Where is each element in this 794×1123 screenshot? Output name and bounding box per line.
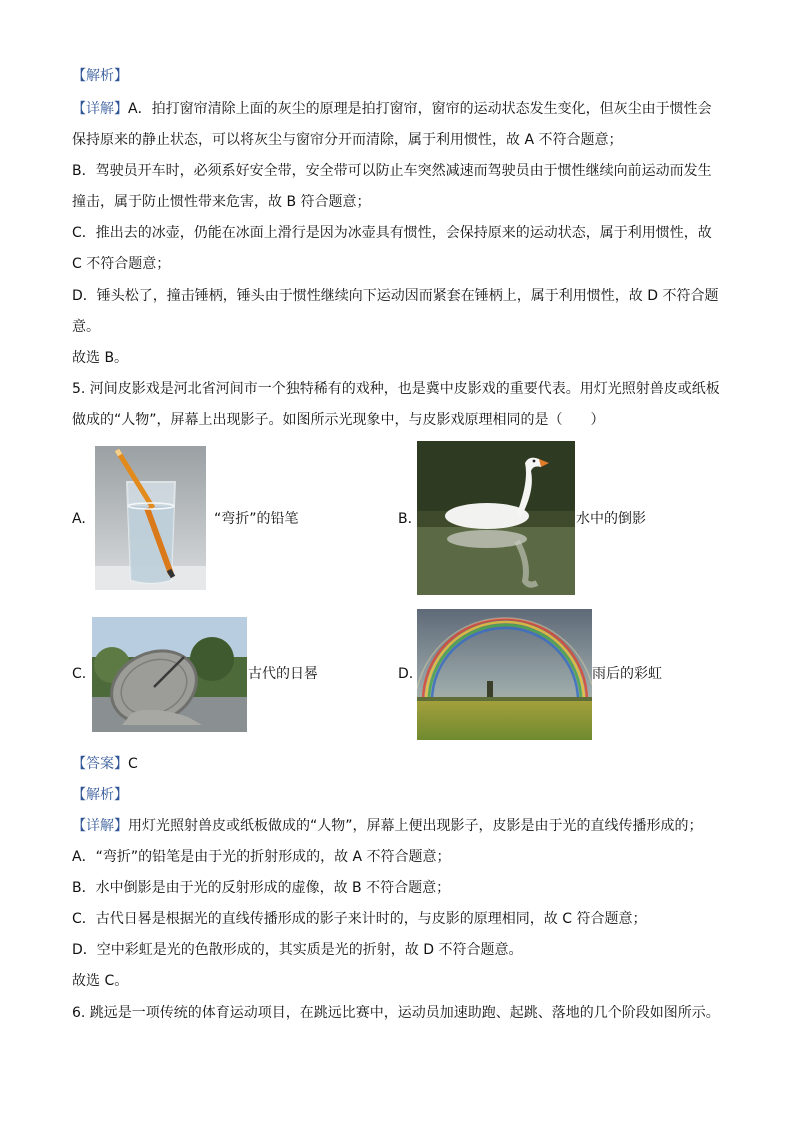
detail-text: 用灯光照射兽皮或纸板做成的“人物”，屏幕上便出现影子，皮影是由于光的直线传播形成的；: [128, 818, 703, 834]
option-d-analysis: D．空中彩虹是光的色散形成的，其实质是光的折射，故 D 不符合题意。: [72, 942, 523, 958]
option-d-letter: D.: [398, 666, 414, 682]
option-b-analysis-cont: 撞击，属于防止惯性带来危害，故 B 符合题意；: [72, 194, 371, 210]
option-b-image: [417, 441, 575, 595]
option-c-letter: C.: [72, 666, 87, 682]
answer-line: [72, 754, 138, 774]
rainbow-image: [417, 609, 592, 740]
detail-line: [72, 816, 703, 836]
option-d-analysis-cont: 意。: [72, 319, 100, 335]
option-a-image: [95, 446, 206, 590]
detail-tag: 【详解】: [72, 818, 128, 834]
option-d-analysis: D．锤头松了，撞击锤柄，锤头由于惯性继续向下运动因而紧套在锤柄上，属于利用惯性，故 D 不符合题: [72, 288, 719, 304]
answer-tag: 【答案】: [72, 756, 128, 772]
swan-reflection-image: [417, 441, 575, 595]
option-b-caption: 水中的倒影: [576, 511, 646, 527]
option-a-analysis: A．“弯折”的铅笔是由于光的折射形成的，故 A 不符合题意；: [72, 849, 451, 865]
detail-text: A．拍打窗帘清除上面的灰尘的原理是拍打窗帘，窗帘的运动状态发生变化，但灰尘由于惯性会: [128, 101, 712, 117]
analysis-tag: 【解析】: [72, 68, 128, 84]
choose-line: 故选 B。: [72, 350, 129, 366]
analysis-tag: 【解析】: [72, 787, 128, 803]
option-b-letter: B.: [398, 511, 413, 527]
option-a-caption: “弯折”的铅笔: [214, 511, 299, 527]
option-a-letter: A.: [72, 511, 86, 527]
option-c-caption: 古代的日晷: [248, 666, 318, 682]
option-c-analysis: C．推出去的冰壶，仍能在冰面上滑行是因为冰壶具有惯性，会保持原来的运动状态，属于利用惯性，故: [72, 225, 712, 241]
option-c-analysis-cont: C 不符合题意；: [72, 256, 171, 272]
option-c-image: [92, 617, 247, 732]
bent-pencil-in-glass-image: [95, 446, 206, 590]
option-d-caption: 雨后的彩虹: [592, 666, 662, 682]
answer-value: C: [128, 756, 138, 772]
option-b-analysis: B．驾驶员开车时，必须系好安全带，安全带可以防止车突然减速而驾驶员由于惯性继续向前运动而发生: [72, 163, 712, 179]
question-6-stem: 6. 跳远是一项传统的体育运动项目，在跳远比赛中，运动员加速助跑、起跳、落地的几个阶段如图所示。: [72, 1005, 720, 1021]
option-d-image: [417, 609, 592, 740]
sundial-image: [92, 617, 247, 732]
question-5-stem: 5. 河间皮影戏是河北省河间市一个独特稀有的戏种，也是冀中皮影戏的重要代表。用灯光照射兽皮或纸板: [72, 381, 720, 397]
detail-line: [72, 99, 712, 119]
detail-line: 保持原来的静止状态，可以将灰尘与窗帘分开而清除，属于利用惯性，故 A 不符合题意；: [72, 132, 623, 148]
option-b-analysis: B．水中倒影是由于光的反射形成的虚像，故 B 不符合题意；: [72, 880, 451, 896]
detail-tag: 【详解】: [72, 101, 128, 117]
question-5-stem-cont: 做成的“人物”，屏幕上出现影子。如图所示光现象中，与皮影戏原理相同的是（ ）: [72, 412, 605, 428]
choose-line: 故选 C。: [72, 973, 129, 989]
option-c-analysis: C．古代日晷是根据光的直线传播形成的影子来计时的，与皮影的原理相同，故 C 符合题意；: [72, 911, 647, 927]
